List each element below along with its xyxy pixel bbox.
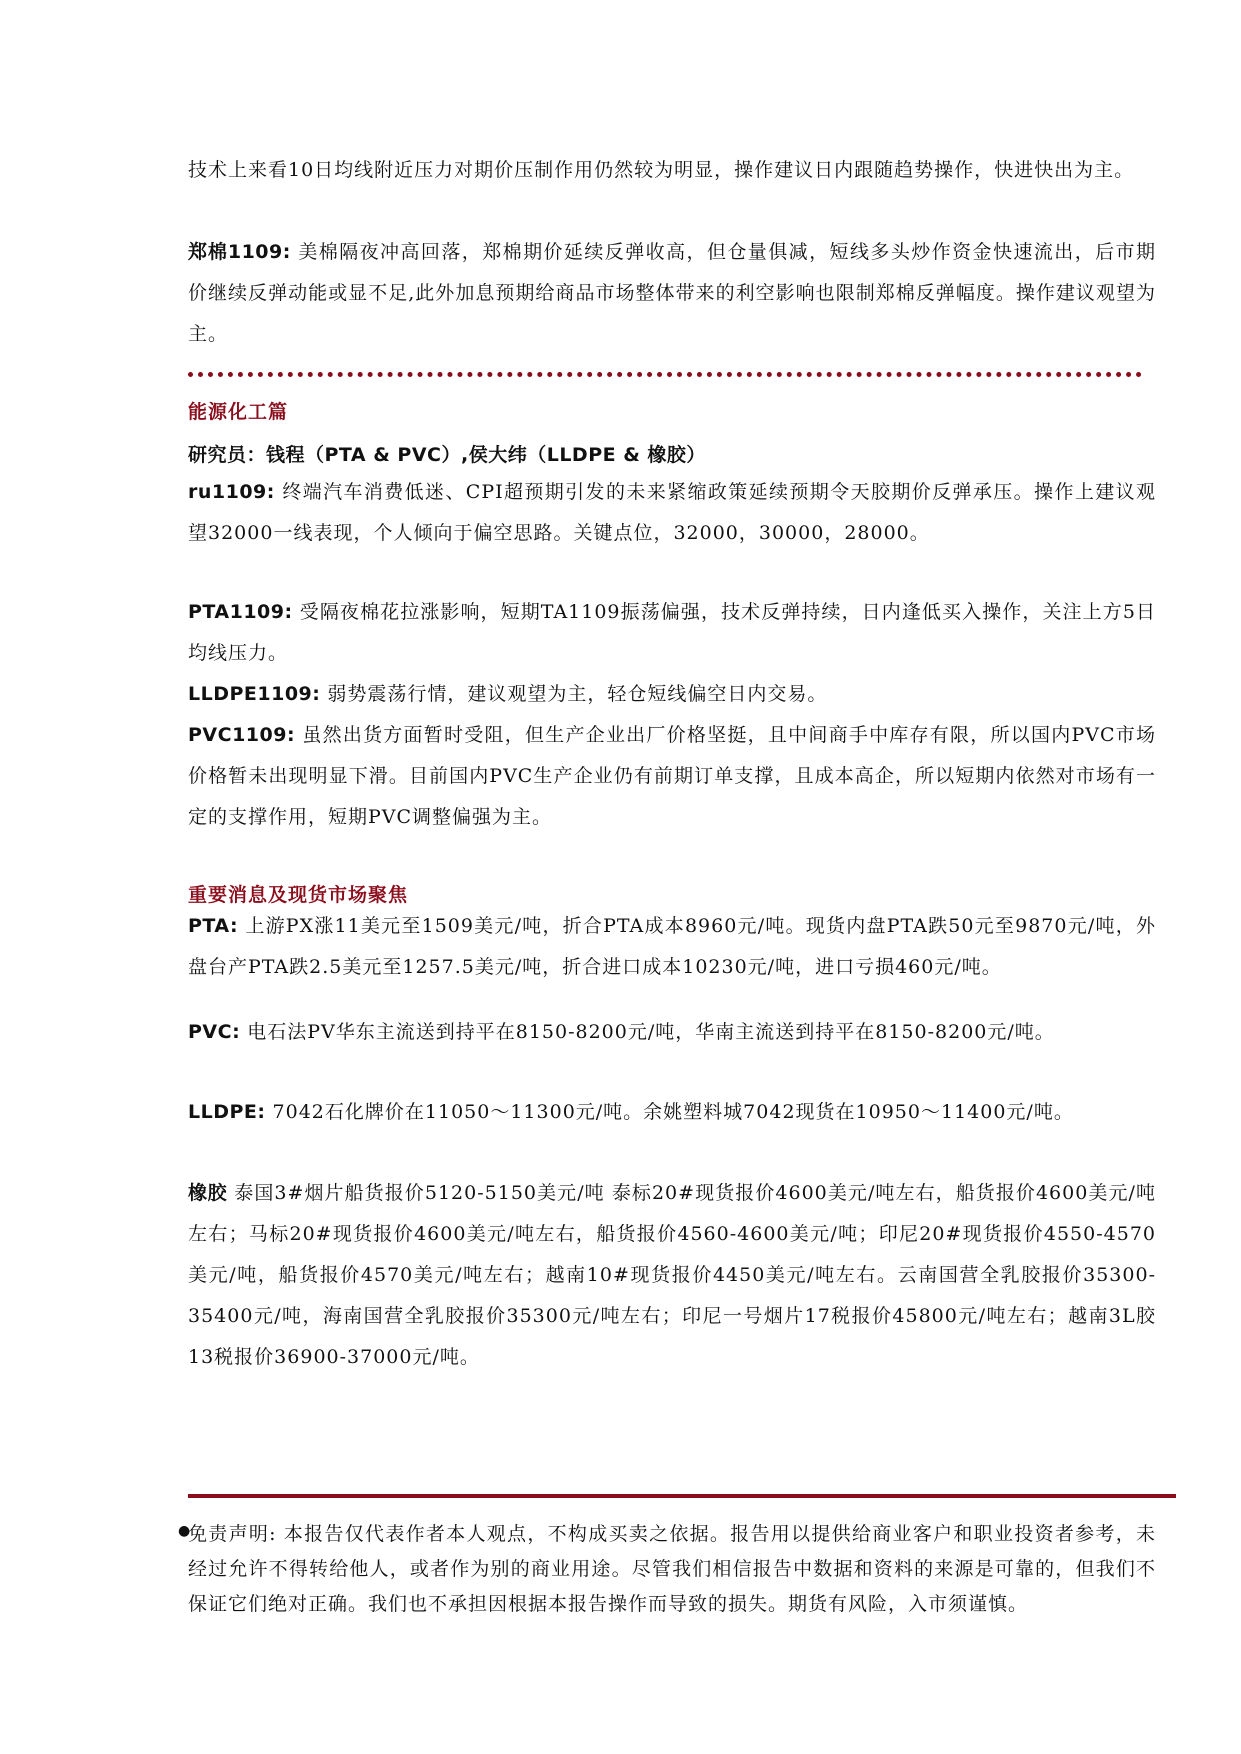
zhengmian-paragraph [188, 232, 1156, 355]
spot-lldpe-paragraph [188, 1092, 1156, 1133]
spot-pta-label: PTA: [188, 915, 239, 937]
energy-section-title: 能源化工篇 [188, 401, 289, 423]
spot-pvc-paragraph [188, 1012, 1156, 1053]
spot-lldpe-text: 7042石化牌价在11050～11300元/吨。余姚塑料城7042现货在10950～11400元/吨。 [272, 1101, 1074, 1123]
ru-text: 终端汽车消费低迷、CPI超预期引发的未来紧缩政策延续预期令天胶期价反弹承压。操作上建议观望32000一线表现，个人倾向于偏空思路。关键点位，32000，30000，28000。 [188, 481, 1156, 544]
ru-label: ru1109: [188, 481, 275, 503]
spot-rubber-paragraph [188, 1173, 1156, 1378]
pvc-paragraph [188, 715, 1156, 838]
lldpe-label: LLDPE1109: [188, 683, 321, 705]
spot-pta-text: 上游PX涨11美元至1509美元/吨，折合PTA成本8960元/吨。现货内盘PTA跌50元至9870元/吨，外盘台产PTA跌2.5美元至1257.5美元/吨，折合进口成本10230元/吨，进口亏损460元/吨。 [188, 915, 1156, 978]
spot-pvc-label: PVC: [188, 1021, 241, 1043]
pvc-label: PVC1109: [188, 724, 296, 746]
spot-pvc-text: 电石法PV华东主流送到持平在8150-8200元/吨，华南主流送到持平在8150-8200元/吨。 [247, 1021, 1055, 1043]
pta-label: PTA1109: [188, 601, 293, 623]
spot-pta-paragraph [188, 906, 1156, 988]
spot-rubber-label: 橡胶 [188, 1182, 228, 1204]
lldpe-text: 弱势震荡行情，建议观望为主，轻仓短线偏空日内交易。 [327, 683, 828, 705]
cotton-tail-paragraph: 技术上来看10日均线附近压力对期价压制作用仍然较为明显，操作建议日内跟随趋势操作，快进快出为主。 [188, 159, 1135, 181]
ru-paragraph [188, 472, 1156, 554]
zhengmian-text: 美棉隔夜冲高回落，郑棉期价延续反弹收高，但仓量俱减，短线多头炒作资金快速流出，后市期价继续反弹动能或显不足,此外加息预期给商品市场整体带来的利空影响也限制郑棉反弹幅度。操作建议观望为主。 [188, 241, 1156, 345]
pta-paragraph [188, 592, 1156, 674]
pta-text: 受隔夜棉花拉涨影响，短期TA1109振荡偏强，技术反弹持续，日内逢低买入操作，关注上方5日均线压力。 [188, 601, 1156, 664]
spot-rubber-text: 泰国3#烟片船货报价5120-5150美元/吨 泰标20#现货报价4600美元/吨左右，船货报价4600美元/吨左右；马标20#现货报价4600美元/吨左右，船货报价4560-4600美元/吨；印尼20#现货报价4550-4570美元/吨，船货报价4570美元/吨左右；越南10#现货报价4450美元/吨左右。云南国营全乳胶报价35300-35400元/吨，海南国营全乳胶报价35300元/吨左右；印尼一号烟片17税报价45800元/吨左右；越南3L胶13税报价36900-37000元/吨。 [188, 1182, 1156, 1368]
news-section-title: 重要消息及现货市场聚焦 [188, 884, 409, 906]
spot-lldpe-label: LLDPE: [188, 1101, 266, 1123]
section-divider [188, 372, 1142, 377]
footer-divider [188, 1494, 1176, 1498]
disclaimer-marker-icon: ● [178, 1523, 191, 1539]
disclaimer-paragraph [188, 1517, 1156, 1622]
lldpe-paragraph [188, 674, 1156, 715]
zhengmian-label: 郑棉1109: [188, 241, 291, 263]
disclaimer-text: 免责声明: 本报告仅代表作者本人观点，不构成买卖之依据。报告用以提供给商业客户和职业投资者参考，未经过允许不得转给他人，或者作为别的商业用途。尽管我们相信报告中数据和资料的来源是可靠的，但我们不保证它们绝对正确。我们也不承担因根据本报告操作而导致的损失。期货有风险，入市须谨慎。 [188, 1523, 1156, 1615]
researcher-line: 研究员：钱程（PTA & PVC）,侯大纬（LLDPE & 橡胶） [188, 444, 706, 466]
pvc-text: 虽然出货方面暂时受阻，但生产企业出厂价格坚挺，且中间商手中库存有限，所以国内PVC市场价格暂未出现明显下滑。目前国内PVC生产企业仍有前期订单支撑，且成本高企，所以短期内依然对市场有一定的支撑作用，短期PVC调整偏强为主。 [188, 724, 1156, 828]
